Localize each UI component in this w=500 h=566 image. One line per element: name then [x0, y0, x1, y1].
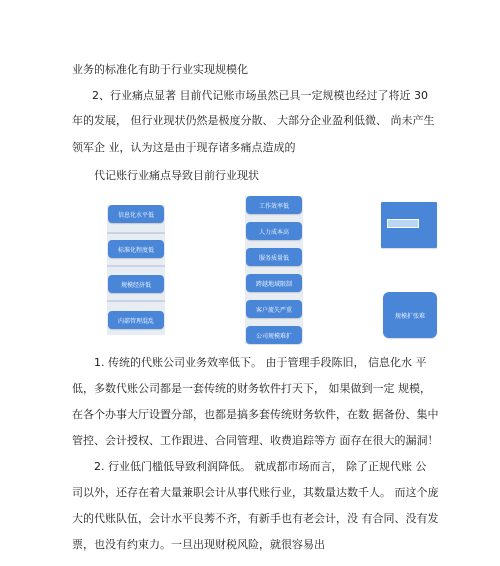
- middle-box: 人力成本高: [246, 222, 302, 240]
- middle-box: 服务质量低: [246, 248, 302, 266]
- paragraph-line: 司以外，还存在着大量兼职会计从事代账行业，其数量达数千人。 而这个庞: [72, 486, 439, 499]
- paragraph-line: 业务的标准化有助于行业实现规模化: [72, 63, 248, 76]
- right-top-bar: [387, 219, 419, 228]
- middle-column-band: [245, 196, 303, 344]
- left-box: 信息化水平低: [108, 205, 164, 223]
- paragraph-line: 在各个办事大厅设置分部，也都是搞多套传统财务软件，在数 据备份、集中: [72, 408, 439, 421]
- paragraph-line: 管控、会计授权、工作跟进、合同管理、收费追踪等方 面存在很大的漏洞！: [72, 434, 439, 447]
- middle-box: 跨越地域限制: [246, 274, 302, 292]
- paragraph-line: 1. 传统的代账公司业务效率低下。 由于管理手段陈旧， 信息化水 平: [94, 356, 427, 369]
- right-top-box: [381, 202, 437, 248]
- separator: [107, 265, 165, 267]
- paragraph-line: 2、行业痛点显著 目前代记账市场虽然已具一定规模也经过了将近 30: [92, 89, 428, 102]
- separator: [107, 300, 165, 302]
- separator: [107, 232, 165, 234]
- left-box: 内部管理混乱: [108, 311, 164, 329]
- left-box: 标准化程度低: [108, 240, 164, 258]
- paragraph-line: 年的发展， 但行业现状仍然是极度分散、 大部分企业盈利低微、 尚未产生: [72, 114, 435, 127]
- middle-box: 公司规模难扩: [246, 326, 302, 344]
- paragraph-line: 大的代账队伍，会计水平良莠不齐，有新手也有老会计，没 有合同、没有发: [72, 512, 439, 525]
- right-bottom-box: 规模扩张难: [383, 292, 437, 338]
- paragraph-line: 票，也没有约束力。一旦出现财税风险，就很容易出: [72, 538, 325, 551]
- paragraph-line: 领军企 业，认为这是由于现存诸多痛点造成的: [72, 141, 296, 154]
- paragraph-line: 2. 行业低门槛低导致利润降低。 就成都市场而言， 除了正规代账 公: [94, 460, 427, 473]
- paragraph-line: 低，多数代账公司都是一套传统的财务软件打天下， 如果做到一定 规模，: [72, 382, 431, 395]
- middle-box: 客户流失严重: [246, 300, 302, 318]
- middle-box: 工作效率低: [246, 196, 302, 214]
- left-box: 规模经济低: [108, 275, 164, 293]
- diagram-caption: 代记账行业痛点导致目前行业现状: [94, 169, 259, 182]
